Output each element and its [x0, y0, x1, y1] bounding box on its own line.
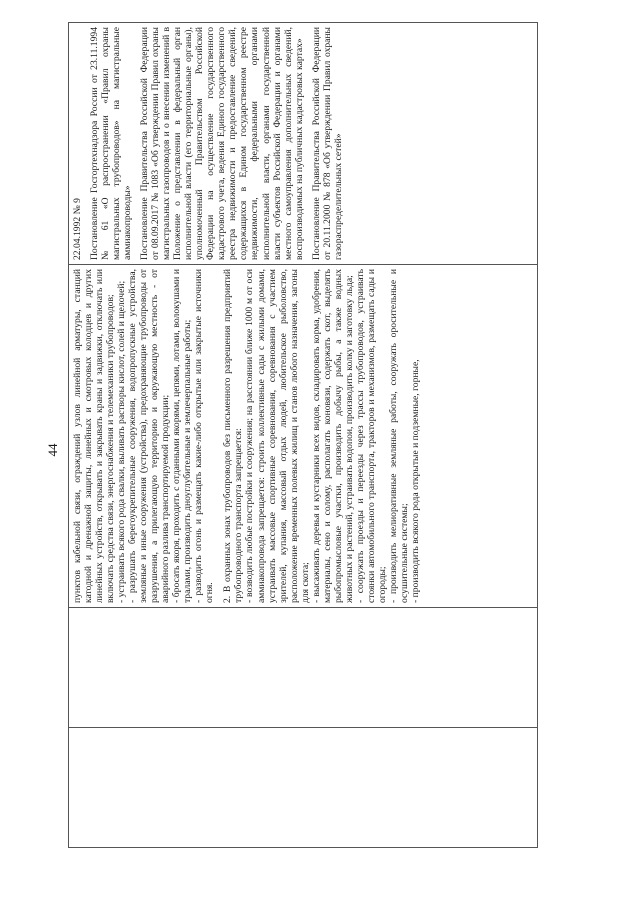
paragraph-gap	[215, 269, 222, 603]
restriction-paragraph: - возводить любые постройки и сооружения; на расстоянии ближе 1000 м от оси аммиакопровода запрещается: строить коллективные сады с жилыми домами, устраивать массовые спортивные соревнования, соревнования с участием зрителей, купания, массовый отдых людей, любительское рыболовство, расположение временных полевых жилищ и станов любого назначения, загоны для скота;	[244, 269, 311, 603]
zone-description-cell	[69, 608, 538, 728]
restriction-paragraph: - бросать якоря, проходить с отданными якорями, цепями, лотами, волокушами и тралами, производить дноуглубительные и землечерпальные работы;	[171, 269, 194, 603]
restriction-paragraph: - устраивать всякого рода свалки, выливать растворы кислот, солей и щелочей;	[116, 280, 128, 603]
restriction-paragraph: пунктов кабельной связи, ограждений узлов линейной арматуры, станций катодной и дренажной защиты, линейных и смотровых колодцев и других линейных устройств, открывать и закрывать краны и задвижки, отключать или включать средства связи, энергоснабжения и телемеханики трубопроводов;	[72, 269, 117, 603]
zone-name-cell	[69, 728, 538, 848]
document-reference: Постановление Правительства Российской Федерации от 08.09.2017 № 1083 «Об утверждении Правил охраны магистральных газопроводов и о внесении изменений в Положение о представлении в федеральный орган исполнительной власти (его территориальные органы), уполномоченный Правительством Российской Федерации на осуществление государственного кадастрового учета, ведения Единого государственного реестра недвижимости и предоставление сведений, содержащихся в Едином государственном реестре недвижимости, федеральными органами исполнительной власти, органами государственной власти субъектов Российской Федерации и органами местного самоуправления дополнительных сведений, воспроизводимых на публичных кадастровых картах»	[139, 27, 305, 260]
document-reference: Постановление Госгортехнадзора России от 23.11.1994 № 61 «О распространении «Правил охраны магистральных трубопроводов» на магистральные аммиакопроводы»	[89, 27, 134, 260]
restriction-paragraph: 2. В охранных зонах трубопроводов без письменного разрешения предприятий трубопроводного транспорта запрещается:	[222, 269, 245, 603]
documents-cell	[69, 23, 538, 265]
restrictions-cell	[69, 265, 538, 608]
restriction-paragraph: - высаживать деревья и кустарники всех видов, складировать корма, удобрения, материалы, сено и солому, располагать коновязи, содержать скот, выделять рыбопромысловые участки, производить добычу рыбы, а также водных животных и растений, устраивать водопои, производить колку и заготовку льда;	[310, 269, 355, 603]
restriction-paragraph: - производить мелиоративные земляные работы, сооружать оросительные и осушительные системы;	[387, 269, 410, 603]
page-number: 44	[45, 443, 60, 457]
restriction-paragraph: - сооружать проезды и переезды через трассы трубопроводов, устраивать стоянки автомобильного транспорта, тракторов и механизмов, размещать сады и огороды;	[354, 269, 388, 603]
document-reference: Постановление Правительства Российской Федерации от 20.11.2000 № 878 «Об утверждении Правил охраны газораспределительных сетей»	[310, 27, 344, 260]
table-row	[69, 23, 538, 848]
rotated-table-container	[68, 23, 538, 848]
restriction-paragraph: - разрушать берегоукрепительные сооружения, водопропускные устройства, земляные и иные сооружения (устройства), предохраняющие трубопроводы от разрушения, а прилегающую территорию и окружающую местность - от аварийного разлива транспортируемой продукции;	[127, 269, 172, 603]
restriction-paragraph: - производить всякого рода открытые и подземные, горные,	[409, 359, 421, 603]
regulations-table	[68, 22, 538, 848]
document-reference: 22.04.1992 № 9	[72, 198, 83, 260]
restriction-paragraph: - разводить огонь и размещать какие-либо открытые или закрытые источники огня.	[193, 269, 216, 603]
